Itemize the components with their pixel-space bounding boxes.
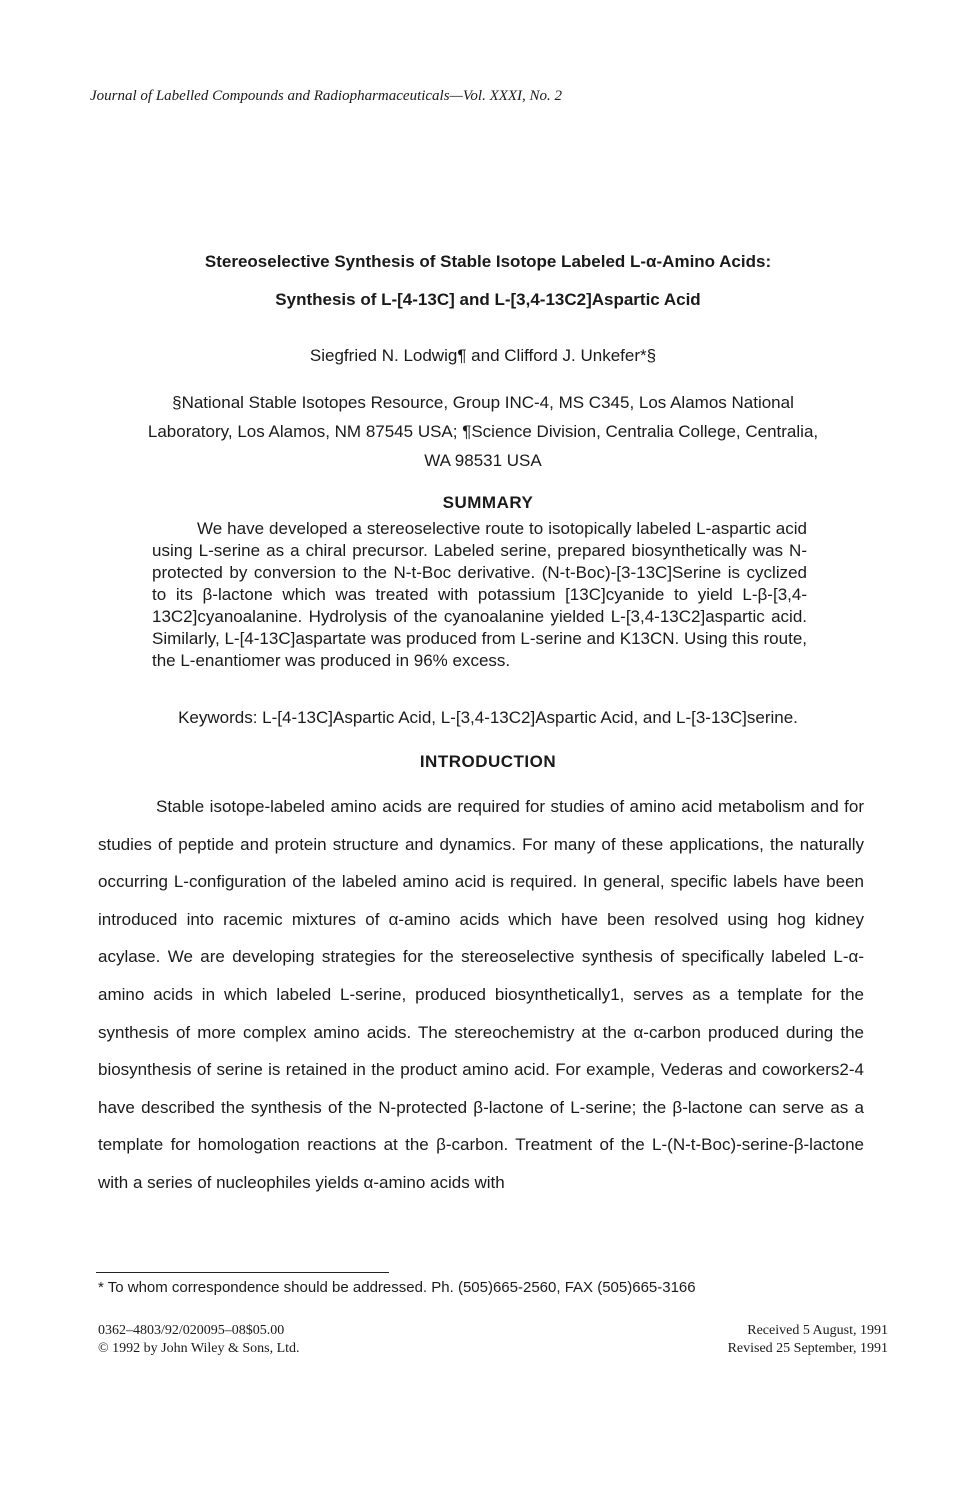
keywords: Keywords: L-[4-13C]Aspartic Acid, L-[3,4-13C2]Aspartic Acid, and L-[3-13C]serine. <box>178 708 798 727</box>
paper-title-line-2: Synthesis of L-[4-13C] and L-[3,4-13C2]Aspartic Acid <box>275 290 701 309</box>
journal-header: Journal of Labelled Compounds and Radiopharmaceuticals—Vol. XXXI, No. 2 <box>90 88 563 104</box>
correspondence-footnote: * To whom correspondence should be addressed. Ph. (505)665-2560, FAX (505)665-3166 <box>98 1279 696 1296</box>
summary-paragraph: We have developed a stereoselective route to isotopically labeled L-aspartic acid using L-serine as a chiral precursor. Labeled serine, prepared biosynthetically was N-protected by conversion to the N-t-Boc derivative. (N-t-Boc)-[3-13C]Serine is cyclized to its β-lactone which was treated with potassium [13C]cyanide to yield L-β-[3,4-13C2]cyanoalanine. Hydrolysis of the cyanoalanine yielded L-[3,4-13C2]aspartic acid. Similarly, L-[4-13C]aspartate was produced from L-serine and K13CN. Using this route, the L-enantiomer was produced in 96% excess. <box>152 519 807 670</box>
introduction-body <box>98 788 864 1202</box>
authors: Siegfried N. Lodwig¶ and Clifford J. Unkefer*§ <box>309 346 657 365</box>
summary-body <box>152 518 807 672</box>
summary-heading: SUMMARY <box>442 493 534 512</box>
paper-title-line-1: Stereoselective Synthesis of Stable Isotope Labeled L-α-Amino Acids: <box>204 252 772 271</box>
copyright: © 1992 by John Wiley & Sons, Ltd. <box>98 1341 300 1356</box>
footnote-divider <box>96 1272 389 1273</box>
article-code: 0362–4803/92/020095–08$05.00 <box>98 1323 285 1338</box>
affiliation-line-3: WA 98531 USA <box>424 451 542 470</box>
introduction-heading: INTRODUCTION <box>419 752 557 771</box>
revised-date: Revised 25 September, 1991 <box>727 1341 888 1356</box>
received-date: Received 5 August, 1991 <box>747 1323 888 1338</box>
introduction-paragraph: Stable isotope-labeled amino acids are required for studies of amino acid metabolism and for studies of peptide and protein structure and dynamics. For many of these applications, the naturally occurring L-configuration of the labeled amino acid is required. In general, specific labels have been introduced into racemic mixtures of α-amino acids which have been resolved using hog kidney acylase. We are developing strategies for the stereoselective synthesis of specifically labeled L-α-amino acids in which labeled L-serine, produced biosynthetically1, serves as a template for the synthesis of more complex amino acids. The stereochemistry at the α-carbon produced during the biosynthesis of serine is retained in the product amino acid. For example, Vederas and coworkers2-4 have described the synthesis of the N-protected β-lactone of L-serine; the β-lactone can serve as a template for homologation reactions at the β-carbon. Treatment of the L-(N-t-Boc)-serine-β-lactone with a series of nucleophiles yields α-amino acids with <box>98 797 864 1192</box>
affiliation-line-1: §National Stable Isotopes Resource, Group INC-4, MS C345, Los Alamos National <box>172 393 794 412</box>
affiliation-line-2: Laboratory, Los Alamos, NM 87545 USA; ¶Science Division, Centralia College, Centralia, <box>147 422 819 441</box>
